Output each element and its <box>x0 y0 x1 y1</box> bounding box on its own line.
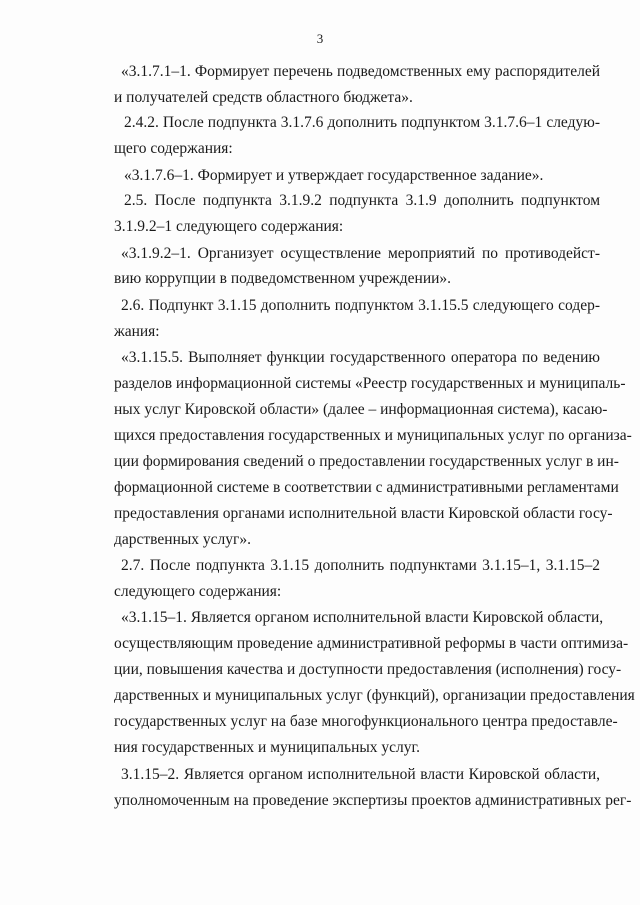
text-line: дарственных и муниципальных услуг (функций), организации предоставления <box>114 687 635 704</box>
text-line: «3.1.15–1. Является органом исполнительной власти Кировской области, <box>121 609 604 626</box>
text-line: 2.5. После подпункта 3.1.9.2 подпункта 3.1.9 дополнить подпунктом <box>124 192 600 209</box>
text-line: щихся предоставления государственных и муниципальных услуг по организа- <box>114 427 632 444</box>
text-line: формационной системе в соответствии с административными регламентами <box>114 479 619 496</box>
text-line: ции формирования сведений о предоставлении государственных услуг в ин- <box>114 453 619 470</box>
text-line: государственных услуг на базе многофункционального центра предоставле- <box>114 713 618 730</box>
text-line: ния государственных и муниципальных услуг. <box>114 739 421 756</box>
text-line: 3.1.15–2. Является органом исполнительной власти Кировской области, <box>121 766 600 783</box>
text-line: дарственных услуг». <box>114 531 252 548</box>
text-line: уполномоченным на проведение экспертизы проектов административных рег- <box>114 792 632 809</box>
text-line: «3.1.7.1–1. Формирует перечень подведомственных ему распорядителей <box>121 63 600 80</box>
text-line: 2.7. После подпункта 3.1.15 дополнить подпунктами 3.1.15–1, 3.1.15–2 <box>121 557 600 574</box>
text-line: 2.4.2. После подпункта 3.1.7.6 дополнить подпунктом 3.1.7.6–1 следую- <box>124 114 600 131</box>
text-line: «3.1.7.6–1. Формирует и утверждает государственное задание». <box>124 167 544 184</box>
text-line: следующего содержания: <box>114 583 282 600</box>
text-line: «3.1.9.2–1. Организует осуществление мероприятий по противодейст- <box>121 245 600 262</box>
text-line: предоставления органами исполнительной власти Кировской области госу- <box>114 505 613 522</box>
text-line: вию коррупции в подведомственном учреждении». <box>114 270 452 287</box>
text-line: осуществляющим проведение административной реформы в части оптимиза- <box>114 635 629 652</box>
text-line: 3.1.9.2–1 следующего содержания: <box>114 218 344 235</box>
text-line: «3.1.15.5. Выполняет функции государственного оператора по ведению <box>121 349 600 366</box>
text-line: ных услуг Кировской области» (далее – информационная система), касаю- <box>114 401 608 418</box>
page-number: 3 <box>316 31 324 46</box>
text-line: 2.6. Подпункт 3.1.15 дополнить подпунктом 3.1.15.5 следующего содер- <box>121 297 600 314</box>
text-line: жания: <box>114 323 160 340</box>
text-line: разделов информационной системы «Реестр государственных и муниципаль- <box>114 375 626 392</box>
text-line: и получателей средств областного бюджета». <box>114 89 413 106</box>
text-line: ции, повышения качества и доступности предоставления (исполнения) госу- <box>114 661 622 678</box>
text-line: щего содержания: <box>114 140 233 157</box>
